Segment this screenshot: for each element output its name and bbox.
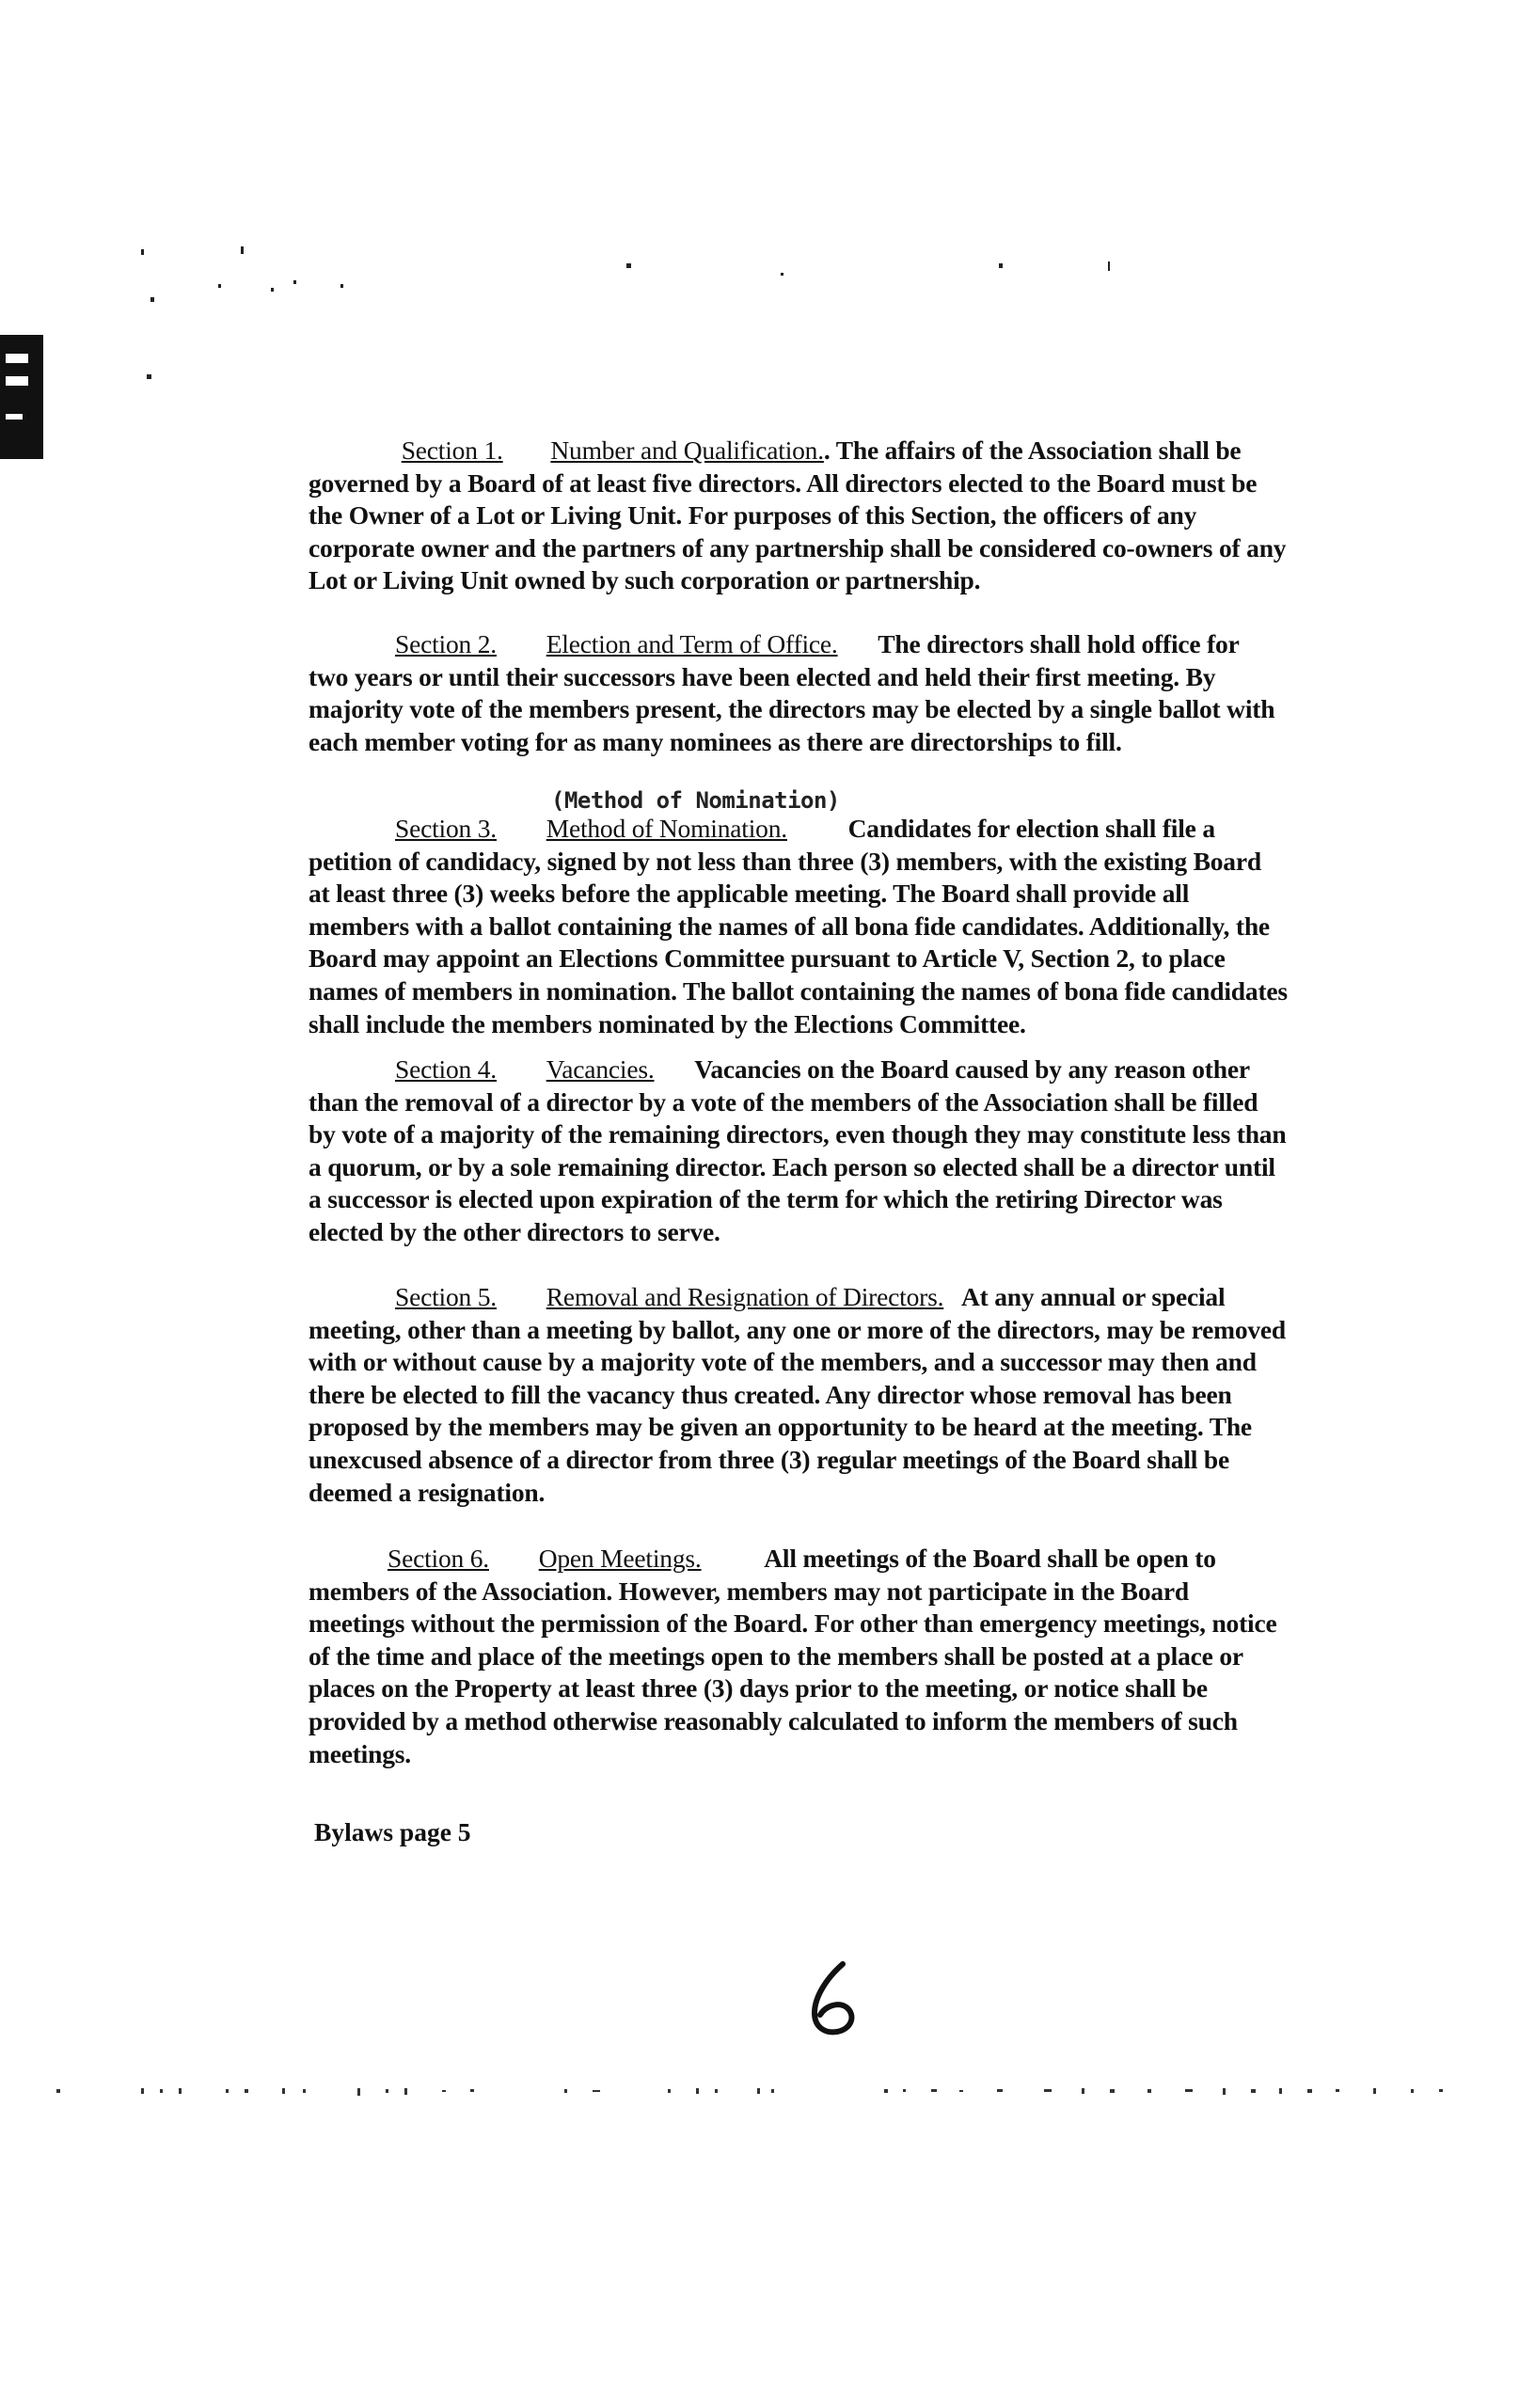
text-line: of the time and place of the meetings open to the members shall be posted at a place or bbox=[309, 1640, 1243, 1671]
handwritten-page-number bbox=[801, 1956, 877, 2041]
text-line: unexcused absence of a director from three (3) regular meetings of the Board shall be bbox=[309, 1444, 1230, 1474]
section-label: Section 4. bbox=[395, 1054, 497, 1084]
section-label: Section 2. bbox=[395, 629, 497, 658]
text-line: two years or until their successors have been elected and held their first meeting. By bbox=[309, 661, 1216, 691]
text-line: governed by a Board of at least five directors. All directors elected to the Board must be bbox=[309, 467, 1258, 498]
text-line: elected by the other directors to serve. bbox=[309, 1216, 720, 1246]
text-line: with or without cause by a majority vote of the members, and a successor may then and bbox=[309, 1347, 1257, 1377]
scan-speck bbox=[271, 288, 274, 292]
text-line: provided by a method otherwise reasonably calculated to inform the members of such bbox=[309, 1705, 1238, 1735]
scan-speck bbox=[150, 297, 154, 302]
scan-notch bbox=[6, 354, 28, 363]
text-line: members of the Association. However, members may not participate in the Board bbox=[309, 1576, 1190, 1606]
scan-speck bbox=[781, 273, 783, 276]
scan-speck bbox=[999, 263, 1003, 268]
text-line: Board may appoint an Elections Committee pursuant to Article V, Section 2, to place bbox=[309, 943, 1226, 974]
text-line: corporate owner and the partners of any partnership shall be considered co-owners of any bbox=[309, 532, 1287, 562]
section-title: Method of Nomination. bbox=[546, 814, 787, 843]
text-line: at least three (3) weeks before the applicable meeting. The Board shall provide all bbox=[309, 879, 1190, 909]
scan-speck bbox=[1108, 261, 1110, 271]
text-line: Candidates for election shall file a bbox=[847, 814, 1215, 843]
text-line: . The affairs of the Association shall be bbox=[823, 436, 1242, 465]
scan-notch bbox=[6, 414, 23, 420]
handwritten-annotation: (Method of Nomination) bbox=[551, 787, 840, 814]
section-label: Section 1. bbox=[401, 436, 503, 465]
scan-speck bbox=[293, 280, 296, 284]
scan-noise-line bbox=[56, 2086, 1467, 2096]
scan-edge-bar bbox=[0, 335, 43, 459]
scan-speck bbox=[218, 284, 221, 288]
scan-speck bbox=[141, 249, 144, 255]
section-title: Vacancies. bbox=[546, 1054, 655, 1084]
text-line: there be elected to fill the vacancy thus created. Any director whose removal has been bbox=[309, 1379, 1232, 1409]
page-footer: Bylaws page 5 bbox=[314, 1817, 471, 1846]
section-2 bbox=[309, 628, 1324, 758]
text-line: All meetings of the Board shall be open to bbox=[764, 1544, 1216, 1573]
section-label: Section 3. bbox=[395, 814, 497, 843]
text-line: majority vote of the members present, the directors may be elected by a single ballot with bbox=[309, 694, 1275, 724]
text-line: Vacancies on the Board caused by any reason other bbox=[694, 1054, 1250, 1084]
section-4 bbox=[309, 1054, 1324, 1249]
text-line: deemed a resignation. bbox=[309, 1477, 546, 1507]
section-3 bbox=[309, 787, 1324, 1040]
section-title: Removal and Resignation of Directors. bbox=[546, 1282, 944, 1311]
section-1 bbox=[309, 435, 1324, 597]
scan-speck bbox=[340, 284, 343, 288]
text-line: each member voting for as many nominees as there are directorships to fill. bbox=[309, 726, 1122, 756]
scan-speck bbox=[147, 374, 151, 379]
text-line: At any annual or special bbox=[960, 1282, 1226, 1311]
section-title: Number and Qualification. bbox=[550, 436, 824, 465]
section-label: Section 6. bbox=[388, 1544, 489, 1573]
text-line: The directors shall hold office for bbox=[878, 629, 1240, 658]
text-line: meetings without the permission of the Board. For other than emergency meetings, notice bbox=[309, 1608, 1277, 1639]
section-title: Open Meetings. bbox=[538, 1544, 702, 1573]
text-line: places on the Property at least three (3) days prior to the meeting, or notice shall be bbox=[309, 1673, 1208, 1703]
text-line: a quorum, or by a sole remaining director. Each person so elected shall be a director until bbox=[309, 1151, 1275, 1181]
section-5 bbox=[309, 1281, 1324, 1509]
text-line: members with a ballot containing the names of all bona fide candidates. Additionally, the bbox=[309, 911, 1270, 941]
text-line: shall include the members nominated by the Elections Committee. bbox=[309, 1008, 1026, 1038]
section-title: Election and Term of Office. bbox=[546, 629, 838, 658]
scan-speck bbox=[626, 263, 631, 268]
text-line: proposed by the members may be given an opportunity to be heard at the meeting. The bbox=[309, 1412, 1252, 1442]
text-line: petition of candidacy, signed by not less than three (3) members, with the existing Board bbox=[309, 846, 1261, 876]
text-line: a successor is elected upon expiration of the term for which the retiring Director was bbox=[309, 1184, 1223, 1214]
text-line: Lot or Living Unit owned by such corporation or partnership. bbox=[309, 565, 981, 595]
section-6 bbox=[309, 1543, 1324, 1770]
section-label: Section 5. bbox=[395, 1282, 497, 1311]
scan-notch bbox=[6, 376, 28, 386]
scan-speck bbox=[241, 246, 244, 254]
text-line: meeting, other than a meeting by ballot, any one or more of the directors, may be removed bbox=[309, 1314, 1287, 1344]
text-line: than the removal of a director by a vote of the members of the Association shall be filled bbox=[309, 1086, 1258, 1117]
text-line: names of members in nomination. The ballot containing the names of bona fide candidates bbox=[309, 975, 1288, 1006]
text-line: by vote of a majority of the remaining directors, even though they may constitute less than bbox=[309, 1119, 1287, 1149]
text-line: meetings. bbox=[309, 1738, 411, 1768]
text-line: the Owner of a Lot or Living Unit. For purposes of this Section, the officers of any bbox=[309, 500, 1197, 531]
